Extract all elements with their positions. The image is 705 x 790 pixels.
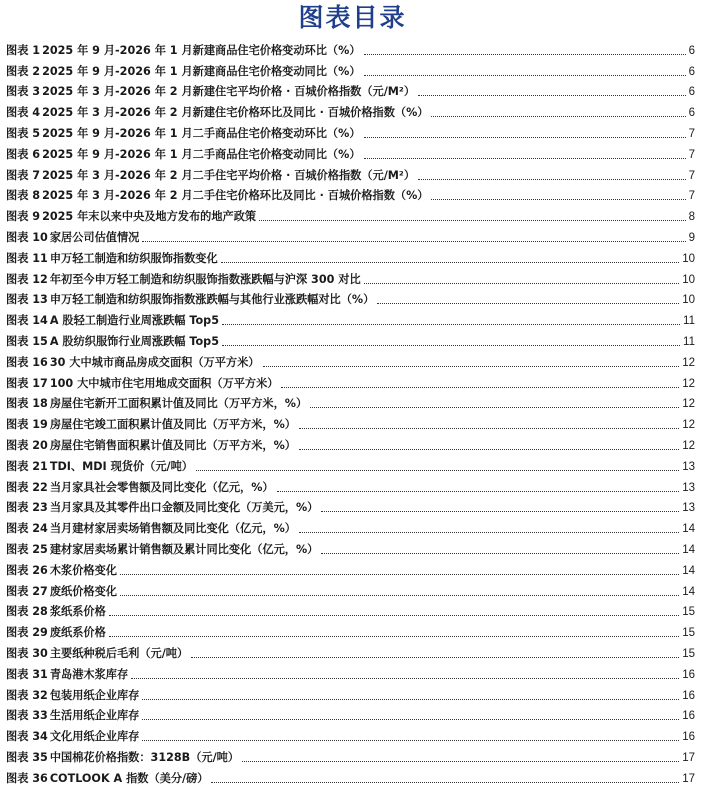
toc-entry-label: 图表 6 bbox=[6, 147, 41, 161]
toc-entry[interactable] bbox=[6, 141, 695, 162]
toc-entry-label: 图表 34 bbox=[6, 730, 48, 744]
toc-dot-leader bbox=[191, 656, 679, 658]
toc-page-number: 11 bbox=[683, 315, 695, 328]
toc-dot-leader bbox=[277, 490, 680, 492]
toc-dot-leader bbox=[109, 635, 679, 637]
toc-dot-leader bbox=[418, 94, 686, 96]
toc-entry-label: 图表 31 bbox=[6, 667, 48, 681]
toc-entry[interactable] bbox=[6, 162, 695, 183]
toc-entry-text: 2025 年 3 月-2026 年 2 月新建住宅平均价格 · 百城价格指数（元/M²） bbox=[42, 85, 416, 99]
toc-entry-text: COTLOOK A 指数（美分/磅） bbox=[49, 771, 209, 785]
toc-entry-label: 图表 32 bbox=[6, 688, 48, 702]
toc-dot-leader bbox=[364, 53, 686, 55]
toc-entry[interactable] bbox=[6, 453, 695, 474]
toc-entry[interactable] bbox=[6, 557, 695, 578]
toc-page-number: 12 bbox=[682, 377, 695, 390]
toc-page-number: 16 bbox=[682, 731, 695, 744]
toc-entry-text: 文化用纸企业库存 bbox=[49, 730, 140, 744]
toc-entry-label: 图表 28 bbox=[6, 605, 48, 619]
toc-page-number: 10 bbox=[682, 294, 695, 307]
toc-entry-label: 图表 30 bbox=[6, 646, 48, 660]
toc-entry-label: 图表 1 bbox=[6, 43, 41, 57]
toc-entry-label: 图表 2 bbox=[6, 64, 41, 78]
toc-entry-text: 2025 年 3 月-2026 年 2 月二手住宅平均价格 · 百城价格指数（元/M²） bbox=[42, 168, 416, 182]
toc-dot-leader bbox=[364, 282, 680, 284]
toc-entry[interactable] bbox=[6, 183, 695, 204]
toc-dot-leader bbox=[431, 198, 685, 200]
toc-page-number: 17 bbox=[682, 772, 695, 785]
toc-entry[interactable] bbox=[6, 266, 695, 287]
toc-entry-label: 图表 22 bbox=[6, 480, 48, 494]
toc-page-number: 11 bbox=[683, 335, 695, 348]
toc-entry-text: 当月家具及其零件出口金额及同比变化（万美元，%） bbox=[49, 501, 319, 515]
toc-entry-text: 房屋住宅竣工面积累计值及同比（万平方米，%） bbox=[49, 418, 296, 432]
toc-page-number: 13 bbox=[682, 481, 695, 494]
toc-entry-text: 申万轻工制造和纺织服饰指数变化 bbox=[49, 251, 218, 265]
toc-entry[interactable] bbox=[6, 765, 695, 786]
toc-entry-label: 图表 25 bbox=[6, 542, 48, 556]
toc-entry-label: 图表 7 bbox=[6, 168, 41, 182]
toc-page-number: 17 bbox=[682, 751, 695, 764]
toc-page-number: 12 bbox=[682, 356, 695, 369]
toc-entry[interactable] bbox=[6, 682, 695, 703]
toc-entry-label: 图表 12 bbox=[6, 272, 48, 286]
toc-page-number: 7 bbox=[688, 148, 695, 161]
toc-dot-leader bbox=[364, 74, 686, 76]
toc-entry[interactable] bbox=[6, 370, 695, 391]
page-title: 图表目录 bbox=[298, 3, 407, 32]
toc-dot-leader bbox=[299, 448, 679, 450]
toc-entry-text: 木浆价格变化 bbox=[49, 563, 117, 577]
toc-entry-text: 房屋住宅新开工面积累计值及同比（万平方米，%） bbox=[49, 397, 308, 411]
toc-entry-text: 申万轻工制造和纺织服饰指数涨跌幅与其他行业涨跌幅对比（%） bbox=[49, 293, 375, 307]
toc-entry-text: 青岛港木浆库存 bbox=[49, 667, 129, 681]
toc-entry-text: 建材家居卖场累计销售额及累计同比变化（亿元，%） bbox=[49, 542, 319, 556]
toc-entry-text: 2025 年 9 月-2026 年 1 月新建商品住宅价格变动同比（%） bbox=[42, 64, 361, 78]
toc-entry-label: 图表 33 bbox=[6, 709, 48, 723]
toc-entry-label: 图表 27 bbox=[6, 584, 48, 598]
toc-list bbox=[6, 37, 695, 786]
toc-page-number: 15 bbox=[682, 647, 695, 660]
toc-entry-label: 图表 15 bbox=[6, 334, 48, 348]
toc-page-number: 7 bbox=[688, 190, 695, 203]
toc-entry-label: 图表 3 bbox=[6, 85, 41, 99]
toc-dot-leader bbox=[431, 115, 685, 117]
toc-entry-label: 图表 9 bbox=[6, 210, 41, 224]
toc-entry-label: 图表 24 bbox=[6, 522, 48, 536]
toc-dot-leader bbox=[364, 157, 686, 159]
toc-entry-label: 图表 18 bbox=[6, 397, 48, 411]
toc-page-number: 7 bbox=[688, 127, 695, 140]
toc-dot-leader bbox=[364, 136, 686, 138]
toc-dot-leader bbox=[222, 344, 680, 346]
toc-dot-leader bbox=[299, 427, 679, 429]
toc-dot-leader bbox=[263, 365, 680, 367]
toc-entry-text: 当月家具社会零售额及同比变化（亿元，%） bbox=[49, 480, 274, 494]
toc-page-number: 14 bbox=[682, 585, 695, 598]
toc-dot-leader bbox=[120, 573, 679, 575]
toc-entry[interactable] bbox=[6, 328, 695, 349]
toc-entry-label: 图表 20 bbox=[6, 438, 48, 452]
toc-entry[interactable] bbox=[6, 640, 695, 661]
toc-page-number: 12 bbox=[682, 398, 695, 411]
toc-entry-text: 家居公司估值情况 bbox=[49, 230, 140, 244]
toc-dot-leader bbox=[321, 510, 679, 512]
toc-entry-text: 当月建材家居卖场销售额及同比变化（亿元，%） bbox=[49, 522, 296, 536]
toc-page-number: 10 bbox=[682, 273, 695, 286]
toc-page-number: 16 bbox=[682, 689, 695, 702]
toc-entry[interactable] bbox=[6, 58, 695, 79]
toc-entry-text: 2025 年 9 月-2026 年 1 月新建商品住宅价格变动环比（%） bbox=[42, 43, 361, 57]
toc-entry[interactable] bbox=[6, 287, 695, 308]
toc-entry-label: 图表 26 bbox=[6, 563, 48, 577]
toc-entry[interactable] bbox=[6, 474, 695, 495]
toc-page-number: 15 bbox=[682, 627, 695, 640]
toc-dot-leader bbox=[321, 552, 679, 554]
toc-page-number: 15 bbox=[682, 606, 695, 619]
toc-entry-text: 生活用纸企业库存 bbox=[49, 709, 140, 723]
toc-page-number: 6 bbox=[688, 44, 695, 57]
toc-dot-leader bbox=[109, 614, 679, 616]
toc-entry-label: 图表 8 bbox=[6, 189, 41, 203]
toc-entry-label: 图表 11 bbox=[6, 251, 48, 265]
toc-entry[interactable] bbox=[6, 245, 695, 266]
toc-entry[interactable] bbox=[6, 203, 695, 224]
toc-entry-text: 100 大中城市住宅用地成交面积（万平方米） bbox=[49, 376, 279, 390]
toc-page-number: 12 bbox=[682, 419, 695, 432]
toc-page-number: 6 bbox=[688, 86, 695, 99]
toc-entry-label: 图表 10 bbox=[6, 230, 48, 244]
toc-dot-leader bbox=[310, 406, 679, 408]
toc-entry[interactable] bbox=[6, 599, 695, 620]
toc-dot-leader bbox=[142, 240, 685, 242]
toc-entry-label: 图表 35 bbox=[6, 750, 48, 764]
toc-dot-leader bbox=[120, 594, 679, 596]
toc-page-number: 14 bbox=[682, 523, 695, 536]
toc-entry-label: 图表 4 bbox=[6, 106, 41, 120]
toc-entry[interactable] bbox=[6, 495, 695, 516]
toc-entry[interactable] bbox=[6, 120, 695, 141]
toc-page-number: 14 bbox=[682, 564, 695, 577]
toc-entry[interactable] bbox=[6, 515, 695, 536]
toc-entry[interactable] bbox=[6, 432, 695, 453]
toc-dot-leader bbox=[259, 219, 685, 221]
toc-page-number: 13 bbox=[682, 460, 695, 473]
toc-dot-leader bbox=[242, 760, 679, 762]
toc-entry-text: 2025 年 9 月-2026 年 1 月二手商品住宅价格变动同比（%） bbox=[42, 147, 361, 161]
toc-page-number: 10 bbox=[682, 252, 695, 265]
toc-page-number: 7 bbox=[688, 169, 695, 182]
toc-entry[interactable] bbox=[6, 619, 695, 640]
toc-dot-leader bbox=[281, 386, 679, 388]
toc-entry[interactable] bbox=[6, 744, 695, 765]
toc-entry-label: 图表 29 bbox=[6, 626, 48, 640]
toc-entry-text: 2025 年 9 月-2026 年 1 月二手商品住宅价格变动环比（%） bbox=[42, 126, 361, 140]
toc-entry-label: 图表 23 bbox=[6, 501, 48, 515]
toc-entry-text: 2025 年 3 月-2026 年 2 月二手住宅价格环比及同比 · 百城价格指数（%） bbox=[42, 189, 429, 203]
toc-dot-leader bbox=[211, 781, 679, 783]
toc-entry-text: 废纸价格变化 bbox=[49, 584, 117, 598]
toc-entry[interactable] bbox=[6, 37, 695, 58]
toc-entry-label: 图表 21 bbox=[6, 459, 48, 473]
toc-dot-leader bbox=[418, 178, 686, 180]
toc-entry-label: 图表 14 bbox=[6, 314, 48, 328]
toc-dot-leader bbox=[221, 261, 680, 263]
toc-entry-text: A 股纺织服饰行业周涨跌幅 Top5 bbox=[49, 334, 219, 348]
toc-page-number: 13 bbox=[682, 502, 695, 515]
toc-entry-text: 包装用纸企业库存 bbox=[49, 688, 140, 702]
toc-entry-label: 图表 5 bbox=[6, 126, 41, 140]
toc-entry-text: 2025 年 3 月-2026 年 2 月新建住宅价格环比及同比 · 百城价格指数（%） bbox=[42, 106, 429, 120]
toc-entry-text: A 股轻工制造行业周涨跌幅 Top5 bbox=[49, 314, 219, 328]
toc-entry-text: 中国棉花价格指数：3128B（元/吨） bbox=[49, 750, 240, 764]
toc-page-number: 16 bbox=[682, 668, 695, 681]
toc-entry-text: 2025 年末以来中央及地方发布的地产政策 bbox=[42, 210, 257, 224]
toc-entry-label: 图表 19 bbox=[6, 418, 48, 432]
toc-page-number: 6 bbox=[688, 107, 695, 120]
toc-entry[interactable] bbox=[6, 536, 695, 557]
toc-entry-text: 年初至今申万轻工制造和纺织服饰指数涨跌幅与沪深 300 对比 bbox=[49, 272, 361, 286]
toc-dot-leader bbox=[142, 698, 679, 700]
toc-dot-leader bbox=[142, 718, 679, 720]
toc-entry[interactable] bbox=[6, 307, 695, 328]
toc-dot-leader bbox=[196, 469, 679, 471]
toc-entry-label: 图表 16 bbox=[6, 355, 48, 369]
toc-entry-text: 浆纸系价格 bbox=[49, 605, 106, 619]
toc-entry[interactable] bbox=[6, 349, 695, 370]
toc-entry[interactable] bbox=[6, 703, 695, 724]
toc-dot-leader bbox=[131, 677, 679, 679]
toc-entry[interactable] bbox=[6, 391, 695, 412]
toc-entry-text: TDI、MDI 现货价（元/吨） bbox=[49, 459, 193, 473]
toc-entry-label: 图表 36 bbox=[6, 771, 48, 785]
toc-dot-leader bbox=[222, 323, 680, 325]
toc-dot-leader bbox=[377, 302, 679, 304]
toc-entry-text: 废纸系价格 bbox=[49, 626, 106, 640]
toc-page-number: 12 bbox=[682, 439, 695, 452]
toc-entry-text: 30 大中城市商品房成交面积（万平方米） bbox=[49, 355, 260, 369]
toc-page-number: 14 bbox=[682, 543, 695, 556]
toc-dot-leader bbox=[142, 739, 679, 741]
toc-page-number: 6 bbox=[688, 65, 695, 78]
toc-entry-text: 主要纸种税后毛利（元/吨） bbox=[49, 646, 189, 660]
toc-entry[interactable] bbox=[6, 411, 695, 432]
toc-entry[interactable] bbox=[6, 224, 695, 245]
toc-entry-text: 房屋住宅销售面积累计值及同比（万平方米，%） bbox=[49, 438, 296, 452]
toc-entry[interactable] bbox=[6, 661, 695, 682]
toc-page-number: 16 bbox=[682, 710, 695, 723]
toc-entry[interactable] bbox=[6, 79, 695, 100]
toc-dot-leader bbox=[299, 531, 679, 533]
toc-entry-label: 图表 13 bbox=[6, 293, 48, 307]
toc-page-number: 9 bbox=[688, 231, 695, 244]
toc-entry[interactable] bbox=[6, 578, 695, 599]
toc-entry-label: 图表 17 bbox=[6, 376, 48, 390]
toc-entry[interactable] bbox=[6, 99, 695, 120]
toc-entry[interactable] bbox=[6, 723, 695, 744]
toc-page-number: 8 bbox=[688, 211, 695, 224]
